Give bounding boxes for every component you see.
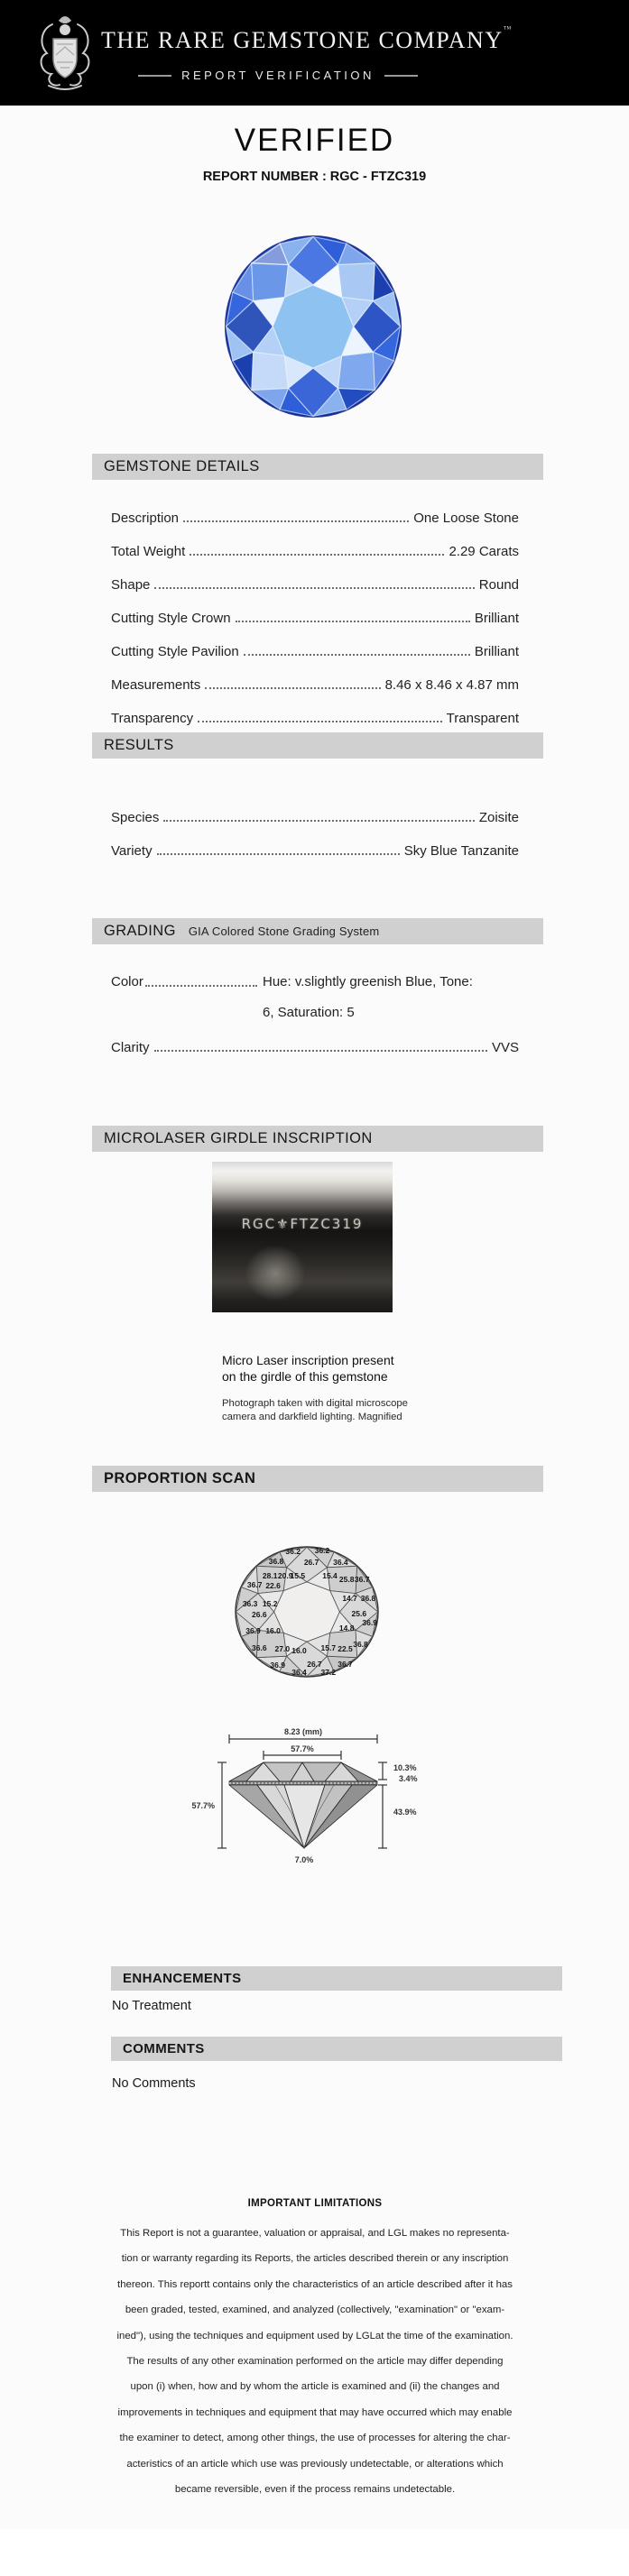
result-row bbox=[111, 801, 519, 834]
detail-value: Transparent bbox=[446, 711, 519, 726]
detail-value: Brilliant bbox=[474, 644, 519, 659]
gemstone-photo bbox=[213, 227, 413, 426]
grading-color-row bbox=[111, 967, 519, 1028]
dotted-leader bbox=[198, 721, 442, 722]
crown-percent-label: 10.3% bbox=[393, 1763, 417, 1772]
facet-angle-label: 36.2 bbox=[285, 1547, 301, 1557]
crown-facets bbox=[229, 1762, 377, 1781]
facet-angle-label: 27.0 bbox=[274, 1644, 291, 1654]
dotted-leader bbox=[205, 687, 380, 689]
detail-value: Round bbox=[478, 577, 519, 593]
facet-angle-label: 36.7 bbox=[338, 1659, 353, 1669]
color-value: Hue: v.slightly greenish Blue, Tone: 6, Saturation: 5 bbox=[263, 974, 473, 1020]
dotted-leader bbox=[154, 587, 474, 589]
detail-label: Transparency bbox=[111, 711, 194, 726]
facet-angle-label: 20.9 bbox=[277, 1571, 293, 1581]
facet-angle-label: 25.6 bbox=[351, 1608, 367, 1618]
limitations-line: The results of any other examination performed on the article may differ depending bbox=[126, 2356, 504, 2368]
grading-clarity-row bbox=[111, 1031, 519, 1064]
dotted-leader bbox=[154, 1050, 487, 1052]
limitations-line: the examiner to detect, among other things, the use of processes for altering the char- bbox=[119, 2433, 511, 2444]
enhancements-value: No Treatment bbox=[112, 1999, 191, 2013]
facet-angle-label: 26.7 bbox=[303, 1558, 319, 1568]
dotted-leader bbox=[163, 820, 474, 822]
section-bar-grading: GRADING GIA Colored Stone Grading System bbox=[92, 918, 543, 944]
limitations-text bbox=[80, 2221, 550, 2502]
detail-label: Total Weight bbox=[111, 544, 186, 559]
footer-band bbox=[0, 2529, 629, 2576]
depth-percent-label: 57.7% bbox=[191, 1801, 215, 1810]
facet-angle-label: 36.9 bbox=[362, 1618, 377, 1628]
detail-label: Measurements bbox=[111, 677, 201, 693]
facet-angle-label: 14.8 bbox=[338, 1624, 355, 1633]
inscription-caption: Micro Laser inscription present on the girdle of this gemstone bbox=[222, 1353, 394, 1384]
girdle-percent-label: 3.4% bbox=[399, 1774, 418, 1783]
clarity-value: VVS bbox=[491, 1040, 519, 1055]
girdle-band bbox=[229, 1781, 377, 1785]
pavilion-facets bbox=[229, 1785, 377, 1848]
color-label: Color bbox=[111, 974, 143, 989]
header bbox=[0, 0, 629, 106]
facet-angle-label: 14.7 bbox=[342, 1593, 357, 1603]
facet-angle-label: 28.1 bbox=[262, 1571, 278, 1581]
facet-angle-label: 36.7 bbox=[354, 1574, 370, 1584]
gemstone-details-rows bbox=[111, 501, 519, 735]
detail-row bbox=[111, 635, 519, 668]
detail-value: 2.29 Carats bbox=[449, 544, 519, 559]
limitations-title: IMPORTANT LIMITATIONS bbox=[247, 2198, 383, 2209]
detail-label: Cutting Style Crown bbox=[111, 611, 231, 626]
limitations-line: been graded, tested, examined, and analyzed (collectively, "examination" or "exam- bbox=[125, 2305, 505, 2316]
facet-angle-label: 36.2 bbox=[314, 1545, 330, 1555]
detail-row bbox=[111, 668, 519, 702]
dotted-leader bbox=[236, 621, 470, 622]
section-bar-comments: COMMENTS bbox=[111, 2037, 562, 2061]
detail-row bbox=[111, 501, 519, 535]
results-rows bbox=[111, 801, 519, 868]
inscription-photo-note: Photograph taken with digital microscope camera and darkfield lighting. Magnified bbox=[222, 1398, 408, 1422]
facet-angle-label: 26.6 bbox=[252, 1610, 267, 1620]
facet-angle-label: 16.0 bbox=[265, 1626, 281, 1636]
facet-angle-label: 15.4 bbox=[322, 1571, 338, 1581]
comments-value: No Comments bbox=[112, 2076, 196, 2091]
section-bar-enhancements: ENHANCEMENTS bbox=[111, 1966, 562, 1991]
facet-angle-label: 36.8 bbox=[353, 1640, 368, 1650]
diameter-label: 8.23 (mm) bbox=[283, 1727, 323, 1736]
section-bar-inscription: MICROLASER GIRDLE INSCRIPTION bbox=[92, 1126, 543, 1152]
trademark-symbol: ™ bbox=[503, 24, 512, 33]
table-percent-label: 57.7% bbox=[291, 1744, 314, 1753]
detail-row bbox=[111, 702, 519, 735]
result-row bbox=[111, 834, 519, 868]
detail-value: Brilliant bbox=[474, 611, 519, 626]
dotted-leader bbox=[190, 554, 444, 556]
detail-value: One Loose Stone bbox=[413, 511, 519, 526]
facet-angle-label: 36.8 bbox=[360, 1593, 376, 1603]
facet-angle-label: 22.5 bbox=[338, 1644, 353, 1654]
facet-angle-label: 36.4 bbox=[291, 1667, 307, 1677]
subtitle-right-dash bbox=[384, 75, 418, 77]
facet-angle-label: 36.7 bbox=[246, 1579, 263, 1589]
section-bar-results: RESULTS bbox=[92, 732, 543, 759]
facet-angle-label: 36.9 bbox=[245, 1626, 261, 1636]
limitations-line: became reversible, even if the process remains undetectable. bbox=[174, 2484, 456, 2496]
limitations-line: tion or warranty regarding its Reports, the articles described therein or any inscription bbox=[121, 2253, 509, 2265]
company-crest-icon bbox=[32, 10, 97, 95]
facet-angle-label: 22.6 bbox=[265, 1581, 281, 1591]
limitations-line: thereon. This reportt contains only the characteristics of an article described after it has bbox=[117, 2278, 513, 2290]
limitations-line: upon (i) when, how and by whom the article is examined and (ii) the changes and bbox=[130, 2381, 500, 2393]
result-label: Species bbox=[111, 810, 160, 825]
facet-angle-label: 15.2 bbox=[262, 1598, 278, 1608]
facet-angle-label: 36.4 bbox=[333, 1558, 348, 1568]
facet-angle-label: 25.8 bbox=[338, 1574, 355, 1584]
pavilion-percent-label: 43.9% bbox=[393, 1808, 417, 1817]
subtitle-text: REPORT VERIFICATION bbox=[181, 69, 375, 82]
facet-angle-label: 16.0 bbox=[291, 1645, 307, 1655]
grading-system-subtitle: GIA Colored Stone Grading System bbox=[188, 925, 380, 938]
subtitle-left-dash bbox=[138, 75, 171, 77]
facet-angle-label: 15.7 bbox=[320, 1642, 337, 1652]
proportion-top-view-diagram bbox=[230, 1543, 384, 1680]
header-subtitle bbox=[101, 69, 455, 82]
facet-angle-label: 37.2 bbox=[320, 1667, 337, 1677]
company-name: THE RARE GEMSTONE COMPANY™ bbox=[101, 24, 512, 53]
detail-row bbox=[111, 602, 519, 635]
facet-angle-label: 36.3 bbox=[242, 1598, 258, 1608]
facet-angle-label: 15.5 bbox=[290, 1571, 306, 1581]
photo-light-blotch bbox=[245, 1245, 306, 1302]
verified-status: VERIFIED bbox=[234, 123, 395, 158]
girdle-inscription-photo bbox=[212, 1162, 393, 1312]
detail-label: Cutting Style Pavilion bbox=[111, 644, 239, 659]
facet-angle-label: 36.9 bbox=[270, 1661, 285, 1670]
dotted-leader bbox=[244, 654, 470, 656]
detail-label: Shape bbox=[111, 577, 151, 593]
facet-angle-label: 36.6 bbox=[252, 1642, 267, 1652]
limitations-line: improvements in techniques and equipment that may have occurred which may enable bbox=[117, 2406, 513, 2418]
result-label: Variety bbox=[111, 843, 153, 859]
clarity-label: Clarity bbox=[111, 1040, 150, 1055]
detail-value: 8.46 x 8.46 x 4.87 mm bbox=[384, 677, 519, 693]
dotted-leader bbox=[145, 974, 257, 987]
detail-label: Description bbox=[111, 511, 180, 526]
detail-row bbox=[111, 568, 519, 602]
dotted-leader bbox=[157, 853, 400, 855]
result-value: Sky Blue Tanzanite bbox=[403, 843, 519, 859]
report-number: REPORT NUMBER : RGC - FTZC319 bbox=[202, 170, 427, 184]
limitations-line: acteristics of an article which use was previously undetectable, or alterations which bbox=[126, 2458, 504, 2470]
facet-angle-label: 36.8 bbox=[268, 1556, 284, 1566]
section-bar-proportion-scan: PROPORTION SCAN bbox=[92, 1466, 543, 1492]
culet-percent-label: 7.0% bbox=[294, 1855, 314, 1864]
dotted-leader bbox=[183, 520, 409, 522]
limitations-line: ined"), using the techniques and equipment used by LGLat the time of the examination. bbox=[116, 2330, 513, 2341]
result-value: Zoisite bbox=[478, 810, 519, 825]
proportion-side-view-diagram bbox=[190, 1725, 433, 1867]
detail-row bbox=[111, 535, 519, 568]
laser-engraving-text: RGC⚜FTZC319 bbox=[241, 1216, 364, 1233]
facet-angle-label: 26.7 bbox=[307, 1659, 322, 1669]
limitations-line: This Report is not a guarantee, valuation or appraisal, and LGL makes no representa- bbox=[120, 2228, 510, 2239]
section-bar-gemstone-details: GEMSTONE DETAILS bbox=[92, 454, 543, 480]
